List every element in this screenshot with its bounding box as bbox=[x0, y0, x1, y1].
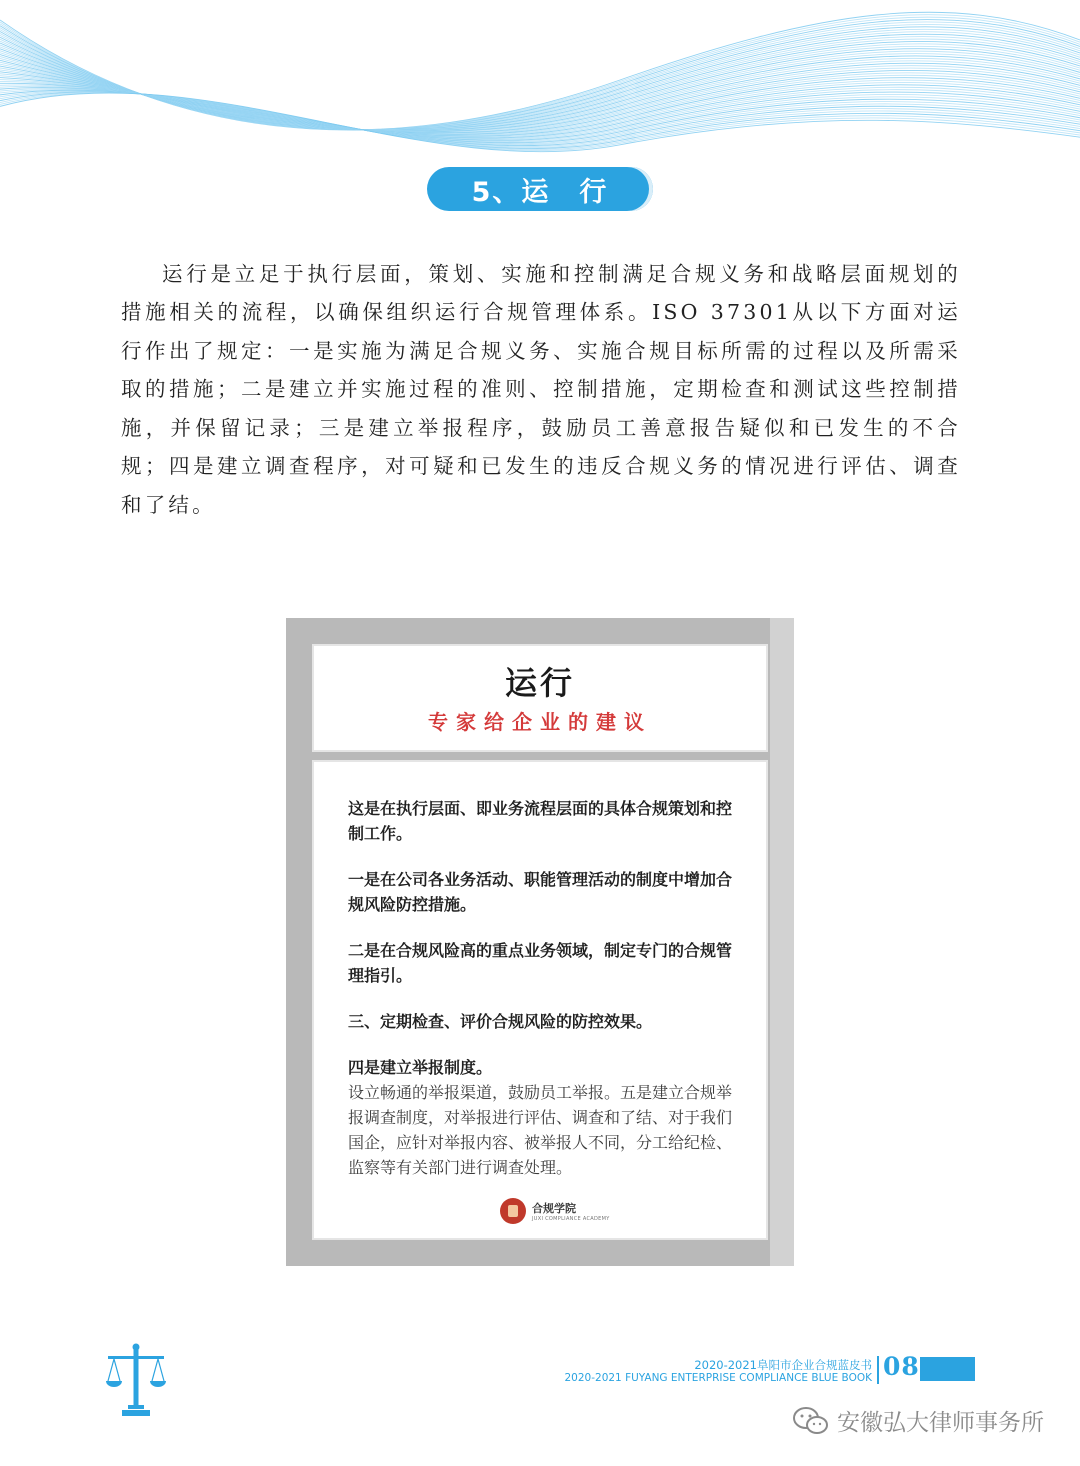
advice-card bbox=[286, 618, 794, 1266]
logo-en: JUXI COMPLIANCE ACADEMY bbox=[532, 1216, 610, 1222]
footer-title-en: 2020-2021 FUYANG ENTERPRISE COMPLIANCE BLUE BOOK bbox=[564, 1372, 872, 1384]
logo-name: 合规学院 bbox=[532, 1202, 576, 1215]
advice-paragraph: 一是在公司各业务活动、职能管理活动的制度中增加合规风险防控措施。 bbox=[348, 870, 733, 914]
body-paragraph: 运行是立足于执行层面，策划、实施和控制满足合规义务和战略层面规划的措施相关的流程，以确保组织运行合规管理体系。ISO 37301从以下方面对运行作出了规定：一是实施为满足合规义务、实施合规目标所需的过程以及所需采取的措施；二是建立并实施过程的准则、控制措施，定期检查和测试这些控制措施，并保留记录；三是建立举报程序，鼓励员工善意报告疑似和已发生的不合规；四是建立调查程序，对可疑和已发生的违反合规义务的情况进行评估、调查和了结。 bbox=[121, 261, 961, 517]
watermark-text: 安徽弘大律师事务所 bbox=[837, 1410, 1044, 1436]
academy-seal-icon bbox=[500, 1198, 526, 1224]
wechat-icon bbox=[793, 1406, 829, 1436]
watermark bbox=[793, 1404, 1044, 1437]
card-body bbox=[312, 760, 768, 1240]
page-color-block bbox=[920, 1357, 975, 1381]
academy-logo bbox=[500, 1198, 610, 1224]
advice-paragraph: 三、定期检查、评价合规风险的防控效果。 bbox=[348, 1012, 653, 1031]
advice-paragraph: 这是在执行层面、即业务流程层面的具体合规策划和控制工作。 bbox=[348, 799, 733, 843]
page-number: 08 bbox=[883, 1352, 920, 1381]
advice-paragraph: 二是在合规风险高的重点业务领域，制定专门的合规管理指引。 bbox=[348, 941, 733, 985]
footer-title-cn: 2020-2021阜阳市企业合规蓝皮书 bbox=[694, 1358, 872, 1372]
advice-detail: 设立畅通的举报渠道，鼓励员工举报。五是建立合规举报调查制度，对举报进行评估、调查和了结、对于我们国企，应针对举报内容、被举报人不同，分工给纪检、监察等有关部门进行调查处理。 bbox=[348, 1083, 733, 1177]
card-header bbox=[312, 644, 768, 752]
card-subtitle: 专家给企业的建议 bbox=[428, 710, 652, 734]
footer-divider bbox=[877, 1356, 879, 1384]
card-title: 运行 bbox=[504, 664, 575, 702]
card-edge bbox=[770, 618, 794, 1266]
section-title: 5、运 行 bbox=[471, 176, 609, 208]
scale-of-justice-icon bbox=[104, 1343, 168, 1417]
advice-paragraph: 四是建立举报制度。 bbox=[348, 1058, 493, 1077]
section-heading bbox=[427, 167, 653, 211]
